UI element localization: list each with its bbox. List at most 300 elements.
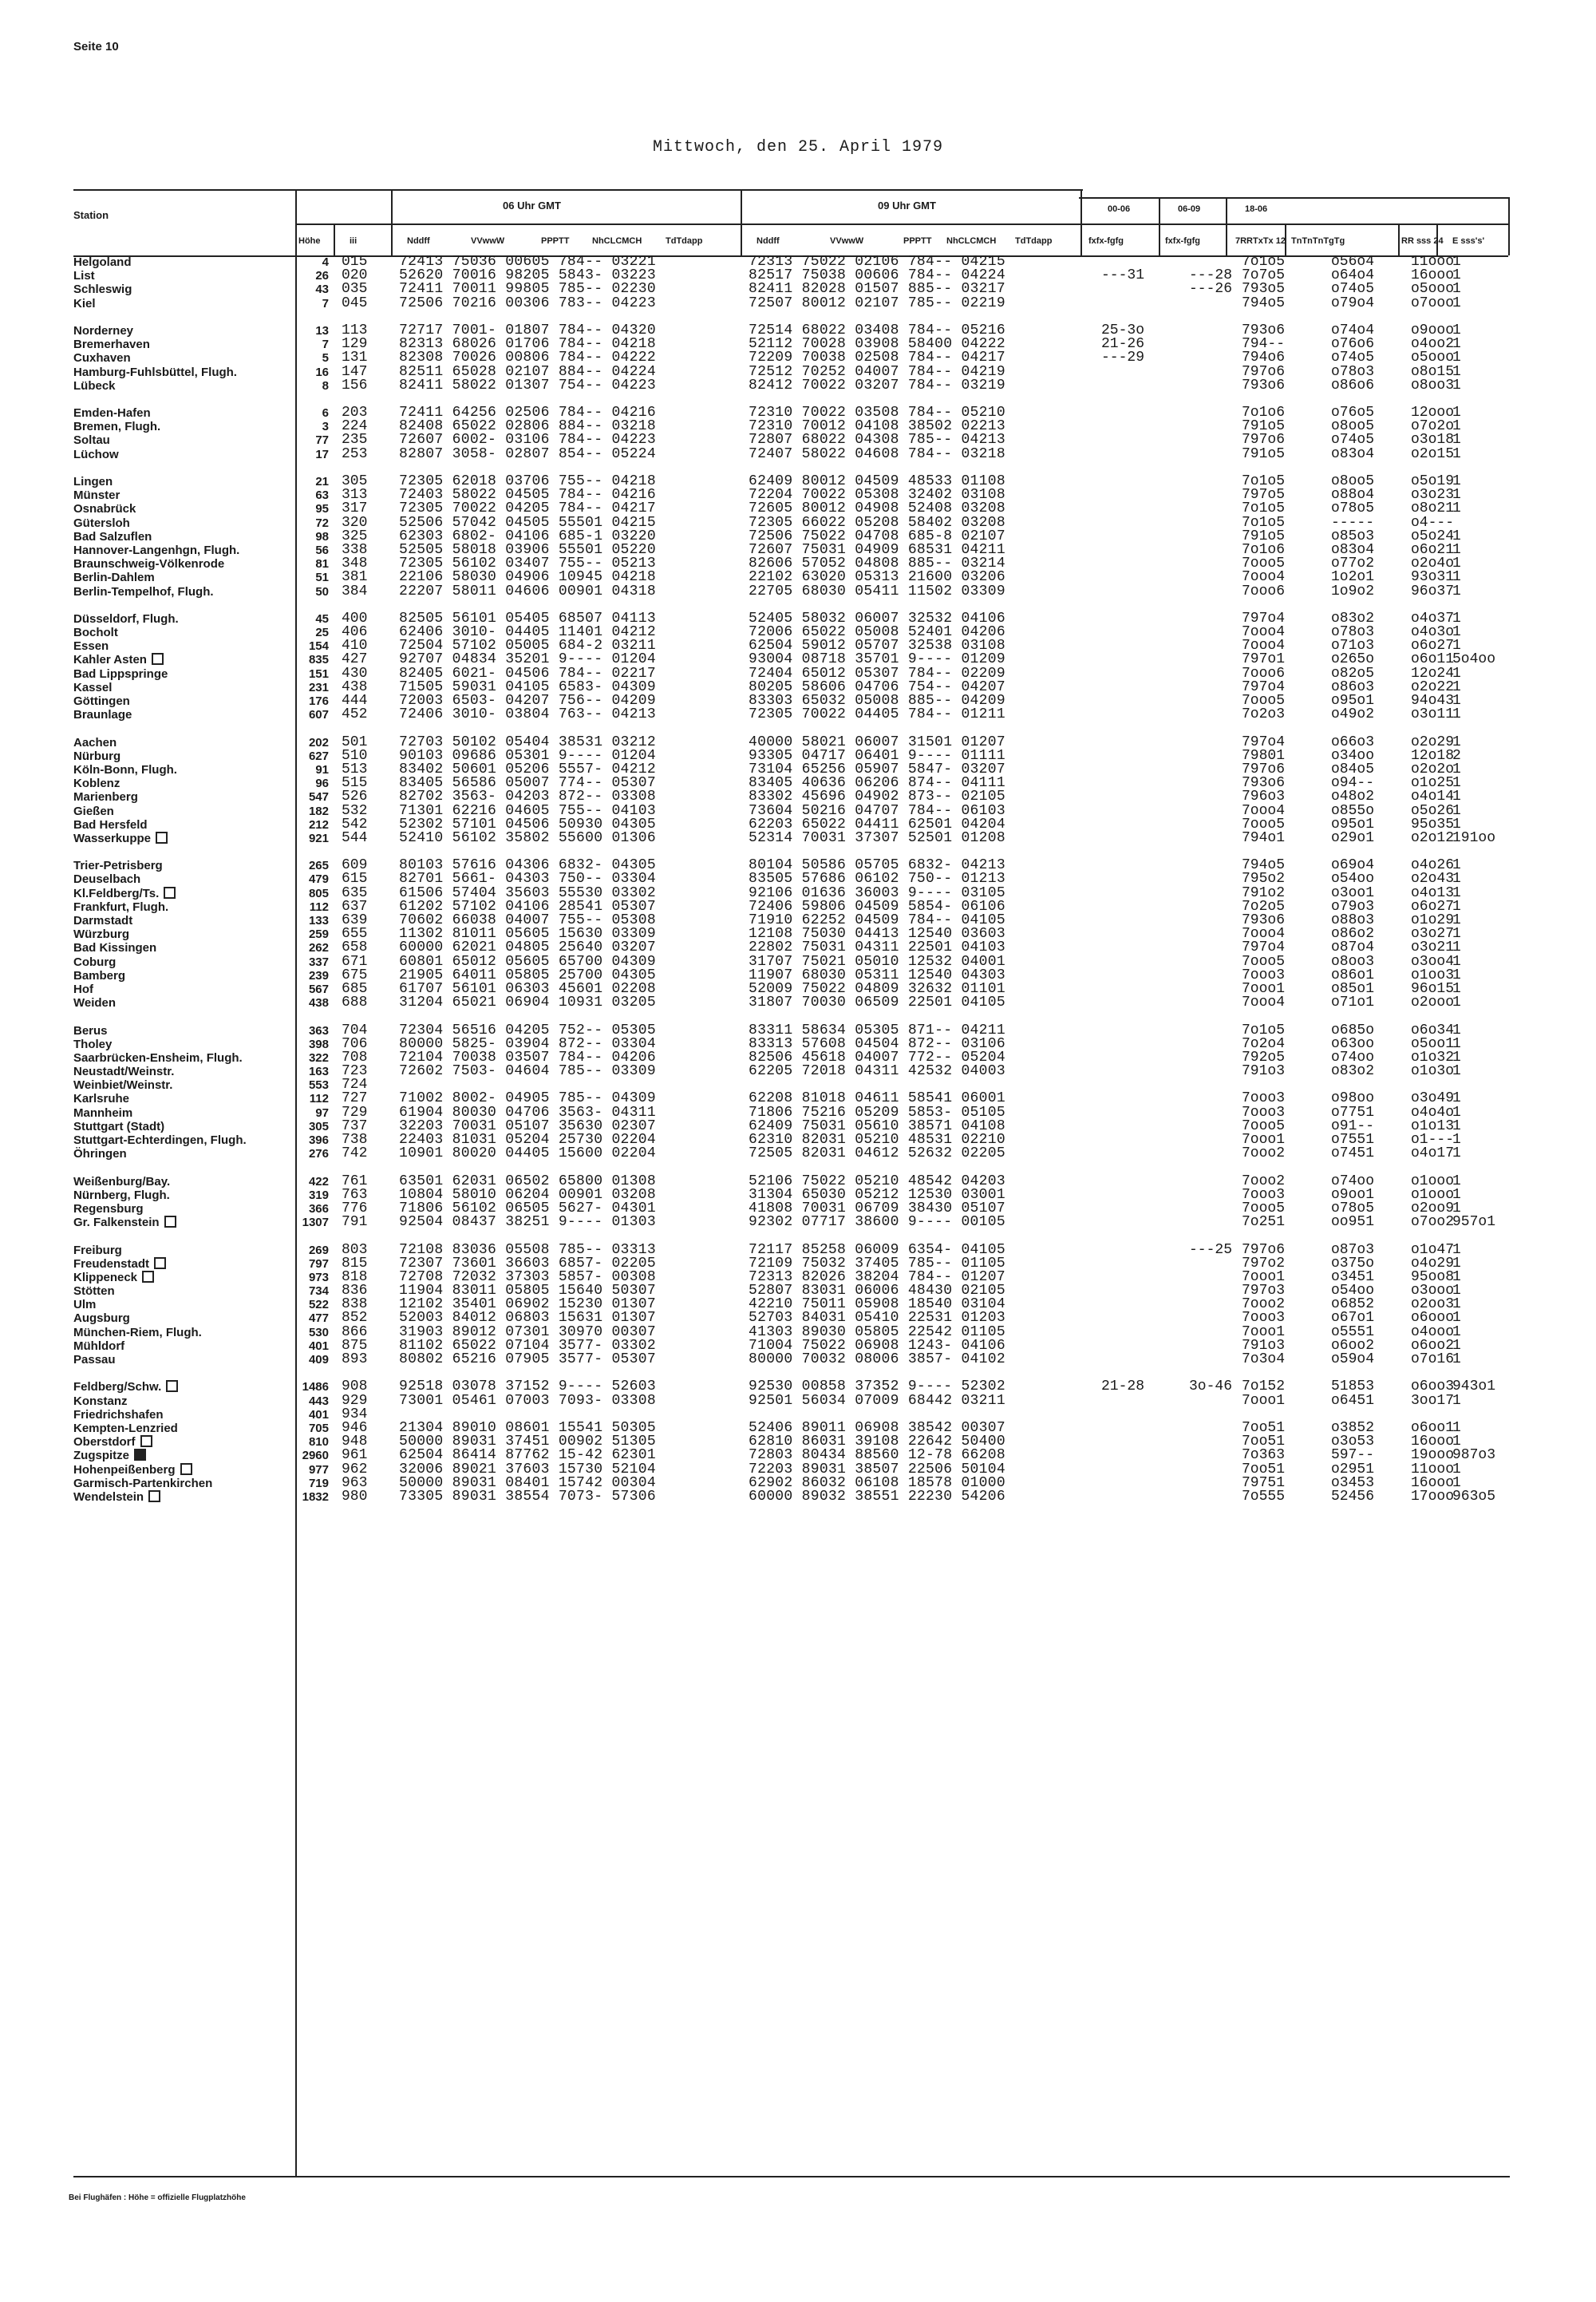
cell-e-text: 1 (1452, 487, 1461, 504)
cell-rr-text: 16ooo (1411, 267, 1455, 284)
cell-n-text: Braunschweig-Völkenrode (73, 557, 225, 572)
cell-e (1452, 1298, 1532, 1311)
cell-i (342, 379, 388, 393)
cell-a-text: 72304 56516 04205 752-- 05305 (399, 1022, 656, 1038)
cell-h (279, 338, 329, 351)
cell-h-text: 443 (308, 1394, 329, 1408)
cell-x2 (1189, 283, 1245, 296)
cell-a-text: 52506 57042 04505 55501 04215 (399, 514, 656, 531)
cell-x1 (1101, 1339, 1157, 1353)
cell-b-text: 83505 57686 06102 750-- 01213 (749, 871, 1005, 888)
cell-t1-text: 7o251 (1242, 1214, 1286, 1231)
cell-rr-text: o1oo3 (1411, 967, 1455, 983)
cell-i-text: 253 (342, 445, 368, 462)
cell-a-text: 61904 80030 04706 3563- 04311 (399, 1104, 656, 1121)
row-gap (1101, 1161, 1157, 1174)
row-gap (1101, 1229, 1157, 1243)
cell-x2 (1189, 983, 1245, 996)
cell-x1 (1101, 1244, 1157, 1257)
header-09-tdtdapp: TdTdapp (1015, 236, 1053, 246)
cell-t2 (1331, 379, 1411, 393)
cell-i-text: 706 (342, 1035, 368, 1052)
cell-b-text: 72605 80012 04908 52408 03208 (749, 500, 1005, 517)
cell-h-text: 25 (315, 626, 329, 640)
cell-e (1452, 297, 1532, 310)
cell-x2 (1189, 626, 1245, 639)
cell-t2-text: o82o5 (1331, 665, 1375, 682)
cell-b-text: 93004 08718 35701 9---- 01209 (749, 651, 1005, 668)
cell-t2-text: o86o2 (1331, 926, 1375, 943)
cell-e-text: 1 (1452, 569, 1461, 586)
cell-h (279, 969, 329, 983)
cell-t1-text: 791o5 (1242, 418, 1286, 435)
cell-t2-text: 1o9o2 (1331, 583, 1375, 599)
cell-x2 (1189, 379, 1245, 393)
cell-h (279, 530, 329, 544)
cell-a-text: 62303 6802- 04106 685-1 03220 (399, 528, 656, 544)
cell-e-text: 1 (1452, 322, 1461, 338)
cell-rr-text: 17ooo (1411, 1488, 1455, 1505)
cell-t2-text: o3451 (1331, 1268, 1375, 1285)
cell-e (1452, 859, 1532, 872)
row-gap (1101, 845, 1157, 859)
cell-n-text: Aachen (73, 735, 117, 750)
header-06-nddff: Nddff (407, 236, 430, 246)
row-gap (279, 1161, 329, 1174)
cell-t1-text: 7ooo3 (1242, 967, 1286, 983)
cell-n-text: Bremen, Flugh. (73, 420, 161, 434)
cell-n-text: Marienberg (73, 790, 138, 805)
cell-t2 (1331, 1353, 1411, 1367)
cell-x1 (1101, 502, 1157, 516)
cell-h (279, 433, 329, 447)
cell-e (1452, 626, 1532, 639)
cell-h (279, 448, 329, 461)
cell-x1 (1101, 366, 1157, 379)
cell-n-text: Soltau (73, 433, 110, 448)
cell-n-text: Stuttgart (Stadt) (73, 1119, 165, 1133)
cell-t2-text: o85o1 (1331, 980, 1375, 997)
cell-i-text: 203 (342, 405, 368, 421)
cell-i-text: 671 (342, 953, 368, 970)
cell-rr-text: 16ooo (1411, 1434, 1455, 1450)
cell-b-text: 71806 75216 05209 5853- 05105 (749, 1104, 1005, 1121)
cell-h (279, 1106, 329, 1120)
header-iii: iii (350, 236, 358, 246)
cell-rr-text: o4o14 (1411, 789, 1455, 805)
cell-e (1452, 1268, 1532, 1285)
cell-b (749, 1216, 1084, 1229)
cell-b-text: 72310 70012 04108 38502 02213 (749, 418, 1005, 435)
cell-t1 (1242, 1353, 1321, 1367)
cell-a-text: 62406 3010- 04405 11401 04212 (399, 624, 656, 641)
cell-b-text: 52807 83031 06006 48430 02105 (749, 1283, 1005, 1299)
cell-t2-text: 52456 (1331, 1488, 1375, 1505)
cell-x1 (1101, 818, 1157, 832)
cell-e-text: 1 (1452, 980, 1461, 997)
cell-e-text: 1 (1452, 898, 1461, 915)
cell-h (279, 859, 329, 872)
cell-i-text: 838 (342, 1296, 368, 1313)
cell-n (73, 1024, 313, 1038)
cell-t2-text: o48o2 (1331, 789, 1375, 805)
cell-t2 (1331, 297, 1411, 310)
cell-h (279, 420, 329, 433)
cell-n-text: Freiburg (73, 1243, 122, 1257)
cell-n (73, 900, 313, 914)
cell-h-text: 322 (308, 1050, 329, 1065)
cell-rr-text: 16ooo (1411, 1474, 1455, 1491)
cell-a-text: 80103 57616 04306 6832- 04305 (399, 857, 656, 874)
cell-x2-text: ---28 (1189, 267, 1233, 284)
cell-h-text: 705 (308, 1421, 329, 1435)
cell-n (73, 351, 313, 365)
cell-n-text: Coburg (73, 955, 117, 969)
cell-b-text: 62409 75031 05610 38571 04108 (749, 1117, 1005, 1134)
cell-n (73, 1380, 313, 1394)
cell-b-text: 92530 00858 37352 9---- 52302 (749, 1378, 1005, 1395)
cell-rr-text: o6o21 (1411, 541, 1455, 558)
cell-i (342, 708, 388, 722)
cell-t1-text: 7ooo5 (1242, 556, 1286, 572)
cell-rr-text: o5oo1 (1411, 1035, 1455, 1052)
cell-e (1452, 900, 1532, 914)
cell-i-text: 406 (342, 624, 368, 641)
cell-i (342, 996, 388, 1010)
cell-i-text: 129 (342, 336, 368, 353)
cell-n-text: Kassel (73, 680, 113, 694)
cell-e (1452, 941, 1532, 955)
cell-h-text: 43 (315, 283, 329, 297)
cell-n-text: Kahler Asten (73, 653, 147, 667)
cell-t2-text: o375o (1331, 1255, 1375, 1272)
cell-b-text: 93305 04717 06401 9---- 01111 (749, 747, 1005, 764)
cell-e-text: 1 (1452, 418, 1461, 435)
cell-t1-text: 7ooo4 (1242, 638, 1286, 655)
cell-n (73, 1202, 313, 1216)
cell-i (342, 297, 388, 310)
cell-t2-text: o66o3 (1331, 734, 1375, 750)
cell-e (1452, 475, 1532, 488)
cell-b-text: 72406 59806 04509 5854- 06106 (749, 898, 1005, 915)
row-gap (73, 1367, 313, 1380)
cell-h (279, 694, 329, 708)
cell-a-text: 63501 62031 06502 65800 01308 (399, 1173, 656, 1189)
cell-n (73, 983, 313, 996)
cell-n-text: Helgoland (73, 255, 132, 269)
row-gap (1189, 599, 1245, 612)
cell-b-text: 73604 50216 04707 784-- 06103 (749, 802, 1005, 819)
cell-h (279, 1311, 329, 1325)
cell-n-text: Saarbrücken-Ensheim, Flugh. (73, 1050, 243, 1065)
cell-n-text: Lingen (73, 475, 113, 488)
cell-n (73, 1271, 313, 1284)
cell-n-text: Nürnberg, Flugh. (73, 1188, 170, 1202)
cell-n (73, 1353, 313, 1367)
cell-a-text: 71505 59031 04105 6583- 04309 (399, 678, 656, 695)
cell-a-text: 72108 83036 05508 785-- 03313 (399, 1241, 656, 1258)
cell-b-text: 72512 70252 04007 784-- 04219 (749, 363, 1005, 380)
cell-t2-text: o98oo (1331, 1090, 1375, 1107)
cell-t2-text: o56o4 (1331, 254, 1375, 270)
cell-i-text: 348 (342, 556, 368, 572)
cell-e (1452, 283, 1532, 296)
cell-b-text: 11907 68030 05311 12540 04303 (749, 967, 1005, 983)
cell-n (73, 1216, 313, 1229)
cell-b-text: 80000 70032 08006 3857- 04102 (749, 1351, 1005, 1367)
cell-h (279, 488, 329, 502)
row-gap (279, 722, 329, 735)
cell-i-text: 113 (342, 322, 368, 338)
cell-e-text: 1 (1452, 871, 1461, 888)
cell-h (279, 805, 329, 818)
cell-e (1452, 1078, 1532, 1092)
cell-t1-text: 79801 (1242, 747, 1286, 764)
cell-i-text: 675 (342, 967, 368, 983)
cell-x2 (1189, 1175, 1245, 1189)
cell-a (399, 585, 734, 599)
cell-t2-text: o86o1 (1331, 967, 1375, 983)
cell-h-text: 567 (308, 982, 329, 996)
cell-rr-text: o9ooo (1411, 322, 1455, 338)
cell-h-text: 112 (309, 1092, 329, 1106)
cell-e (1452, 653, 1532, 666)
cell-t2-text: o88o3 (1331, 912, 1375, 928)
cell-n (73, 1078, 313, 1092)
cell-e-text: 1 (1452, 432, 1461, 449)
cell-x2 (1189, 557, 1245, 571)
cell-t1-text: 794o1 (1242, 829, 1286, 846)
cell-h (279, 283, 329, 296)
cell-t1-text: 797o4 (1242, 939, 1286, 956)
obs-06-column (399, 255, 734, 1504)
mountain-station-marker-icon (134, 1449, 146, 1461)
cell-t1-text: 7o1o6 (1242, 541, 1286, 558)
row-gap (1189, 1161, 1245, 1174)
cell-i-text: 908 (342, 1378, 368, 1395)
row-gap (1101, 461, 1157, 475)
cell-rr-text: o6o27 (1411, 638, 1455, 655)
cell-t1 (1242, 829, 1321, 846)
cell-t2-text: o74oo (1331, 1173, 1375, 1189)
cell-b-text: 72117 85258 06009 6354- 04105 (749, 1241, 1005, 1258)
cell-b-text: 80104 50586 05705 6832- 04213 (749, 857, 1005, 874)
row-gap (279, 310, 329, 324)
cell-h (279, 324, 329, 338)
cell-b-text: 82411 82028 01507 885-- 03217 (749, 281, 1005, 298)
cell-n-text: Weiden (73, 996, 117, 1011)
cell-x2 (1189, 736, 1245, 750)
cell-x2 (1189, 1051, 1245, 1065)
header-09-nddff: Nddff (757, 236, 780, 246)
cell-x2 (1189, 639, 1245, 653)
cell-i-text: 946 (342, 1419, 368, 1436)
cell-x2 (1189, 1463, 1245, 1477)
cell-t1-text: 7ooo6 (1242, 583, 1286, 599)
cell-i-text: 724 (342, 1077, 368, 1094)
cell-h (279, 1189, 329, 1202)
cell-h-text: 239 (308, 968, 329, 983)
cell-t2-text: o6852 (1331, 1296, 1375, 1313)
mountain-station-marker-icon (140, 1435, 152, 1447)
cell-a-text: 73001 05461 07003 7093- 03308 (399, 1392, 656, 1409)
cell-n-text: Mühldorf (73, 1339, 125, 1353)
cell-n (73, 805, 313, 818)
cell-rr-text: o8o15 (1411, 363, 1455, 380)
cell-x1 (1101, 1038, 1157, 1051)
cell-b-text: 72404 65012 05307 784-- 02209 (749, 665, 1005, 682)
cell-x1 (1101, 544, 1157, 557)
cell-h-text: 479 (308, 872, 329, 887)
cell-t2-text: 51853 (1331, 1378, 1375, 1395)
cell-t1-text: 7ooo3 (1242, 1104, 1286, 1121)
cell-h-text: 265 (308, 859, 329, 873)
cell-x1 (1101, 1271, 1157, 1284)
cell-e-text: 1 (1452, 912, 1461, 928)
cell-e-text: 1 (1452, 1104, 1461, 1121)
cell-rr-text: o4o4o (1411, 1104, 1455, 1121)
cell-t1 (1242, 1065, 1321, 1078)
cell-n (73, 832, 313, 845)
cell-b-text: 52314 70031 37307 52501 01208 (749, 829, 1005, 846)
cell-i-text: 685 (342, 980, 368, 997)
cell-t2-text: o54oo (1331, 1283, 1375, 1299)
cell-t1-text: 7ooo1 (1242, 1323, 1286, 1340)
cell-n-text: Regensburg (73, 1201, 144, 1216)
cell-x2 (1189, 1024, 1245, 1038)
cell-x1 (1101, 1065, 1157, 1078)
cell-n (73, 475, 313, 488)
row-gap (279, 461, 329, 475)
cell-rr-text: o4ooo (1411, 1323, 1455, 1340)
cell-a-text: 50000 89031 37451 00902 51305 (399, 1434, 656, 1450)
cell-e (1452, 980, 1532, 997)
cell-i (342, 829, 388, 846)
cell-x2 (1189, 1241, 1245, 1258)
cell-h (279, 914, 329, 928)
cell-n-text: Hannover-Langenhgn, Flugh. (73, 543, 240, 557)
cell-h-text: 398 (308, 1037, 329, 1051)
cell-b-text: 62208 81018 04611 58541 06001 (749, 1090, 1005, 1107)
row-gap (73, 1229, 313, 1243)
cell-e-text: 1 (1452, 693, 1461, 709)
cell-t2 (1331, 1147, 1411, 1161)
cell-n (73, 1311, 313, 1325)
cell-h (279, 681, 329, 694)
cell-rr-text: 95oo8 (1411, 1268, 1455, 1285)
cell-rr-text: o4o29 (1411, 1255, 1455, 1272)
cell-n-text: Ulm (73, 1298, 97, 1312)
cell-a (399, 829, 734, 846)
cell-n (73, 694, 313, 708)
cell-n-text: Würzburg (73, 928, 129, 942)
cell-x1 (1101, 736, 1157, 750)
cell-i-text: 761 (342, 1173, 368, 1189)
cell-b (749, 379, 1084, 393)
cell-a-text: 72104 70038 03507 784-- 04206 (399, 1049, 656, 1066)
cell-x1 (1101, 1422, 1157, 1435)
cell-h-text: 305 (308, 1119, 329, 1133)
cell-rr-text: o5o19 (1411, 473, 1455, 489)
cell-n (73, 1408, 313, 1422)
cell-n (73, 736, 313, 750)
cell-e (1452, 1323, 1532, 1340)
cell-x2 (1189, 694, 1245, 708)
cell-n-text: Cuxhaven (73, 351, 131, 366)
cell-e-text: 191oo (1452, 829, 1496, 846)
gust-0609-column (1189, 255, 1245, 1504)
cell-e (1452, 829, 1532, 846)
cell-x2 (1189, 1271, 1245, 1284)
cell-x2 (1189, 777, 1245, 790)
cell-a-text: 70602 66038 04007 755-- 05308 (399, 912, 656, 928)
cell-e (1452, 694, 1532, 708)
cell-i-text: 776 (342, 1200, 368, 1216)
cell-e (1452, 557, 1532, 571)
cell-n (73, 639, 313, 653)
cell-b-text: 31304 65030 05212 12530 03001 (749, 1186, 1005, 1203)
cell-e-text: 1 (1452, 583, 1461, 599)
cell-h (279, 736, 329, 750)
cell-x2 (1189, 1298, 1245, 1311)
cell-rr-text: o5ooo (1411, 350, 1455, 366)
cell-b-text: 41808 70031 06709 38430 05107 (749, 1200, 1005, 1216)
cell-rr-text: o4o37 (1411, 610, 1455, 627)
cell-n-text: Bad Lippspringe (73, 666, 168, 681)
cell-b-text: 31807 70030 06509 22501 04105 (749, 995, 1005, 1011)
cell-h-text: 259 (308, 928, 329, 942)
cell-h (279, 1244, 329, 1257)
cell-t2-text: o54oo (1331, 871, 1375, 888)
cell-h (279, 983, 329, 996)
header-09-nhclcmch: NhCLCMCH (946, 236, 997, 246)
cell-a-text: 60000 62021 04805 25640 03207 (399, 939, 656, 956)
cell-a (399, 1147, 734, 1161)
cell-h (279, 1435, 329, 1449)
cell-i-text: 963 (342, 1474, 368, 1491)
cell-t1-text: 793o6 (1242, 322, 1286, 338)
cell-i (342, 585, 388, 599)
cell-i-text: 852 (342, 1310, 368, 1327)
cell-n-text: Osnabrück (73, 502, 136, 516)
cell-a-text: 72406 3010- 03804 763-- 04213 (399, 706, 656, 723)
cell-h (279, 475, 329, 488)
cell-h (279, 1147, 329, 1161)
cell-x2 (1189, 1065, 1245, 1078)
cell-n-text: Münster (73, 488, 120, 503)
cell-x1 (1101, 557, 1157, 571)
cell-t2 (1331, 829, 1411, 846)
cell-n (73, 969, 313, 983)
cell-h (279, 955, 329, 969)
cell-e (1452, 1257, 1532, 1271)
cell-a-text: 72411 64256 02506 784-- 04216 (399, 405, 656, 421)
cell-i-text: 452 (342, 706, 368, 723)
cell-t2-text: o7451 (1331, 1145, 1375, 1162)
header-06-vvwww: VVwwW (471, 236, 505, 246)
cell-x1-text: 25-3o (1101, 322, 1145, 338)
cell-t1-text: 791o2 (1242, 884, 1286, 901)
cell-x1 (1101, 406, 1157, 420)
cell-a-text: 82702 3563- 04203 872-- 03308 (399, 789, 656, 805)
page-number: Seite 10 (73, 40, 119, 53)
cell-h (279, 1133, 329, 1147)
cell-x1 (1101, 914, 1157, 928)
cell-x2 (1189, 1326, 1245, 1339)
cell-rr-text: o2o2o (1411, 761, 1455, 777)
cell-e-text: 1 (1452, 678, 1461, 695)
cell-h (279, 366, 329, 379)
